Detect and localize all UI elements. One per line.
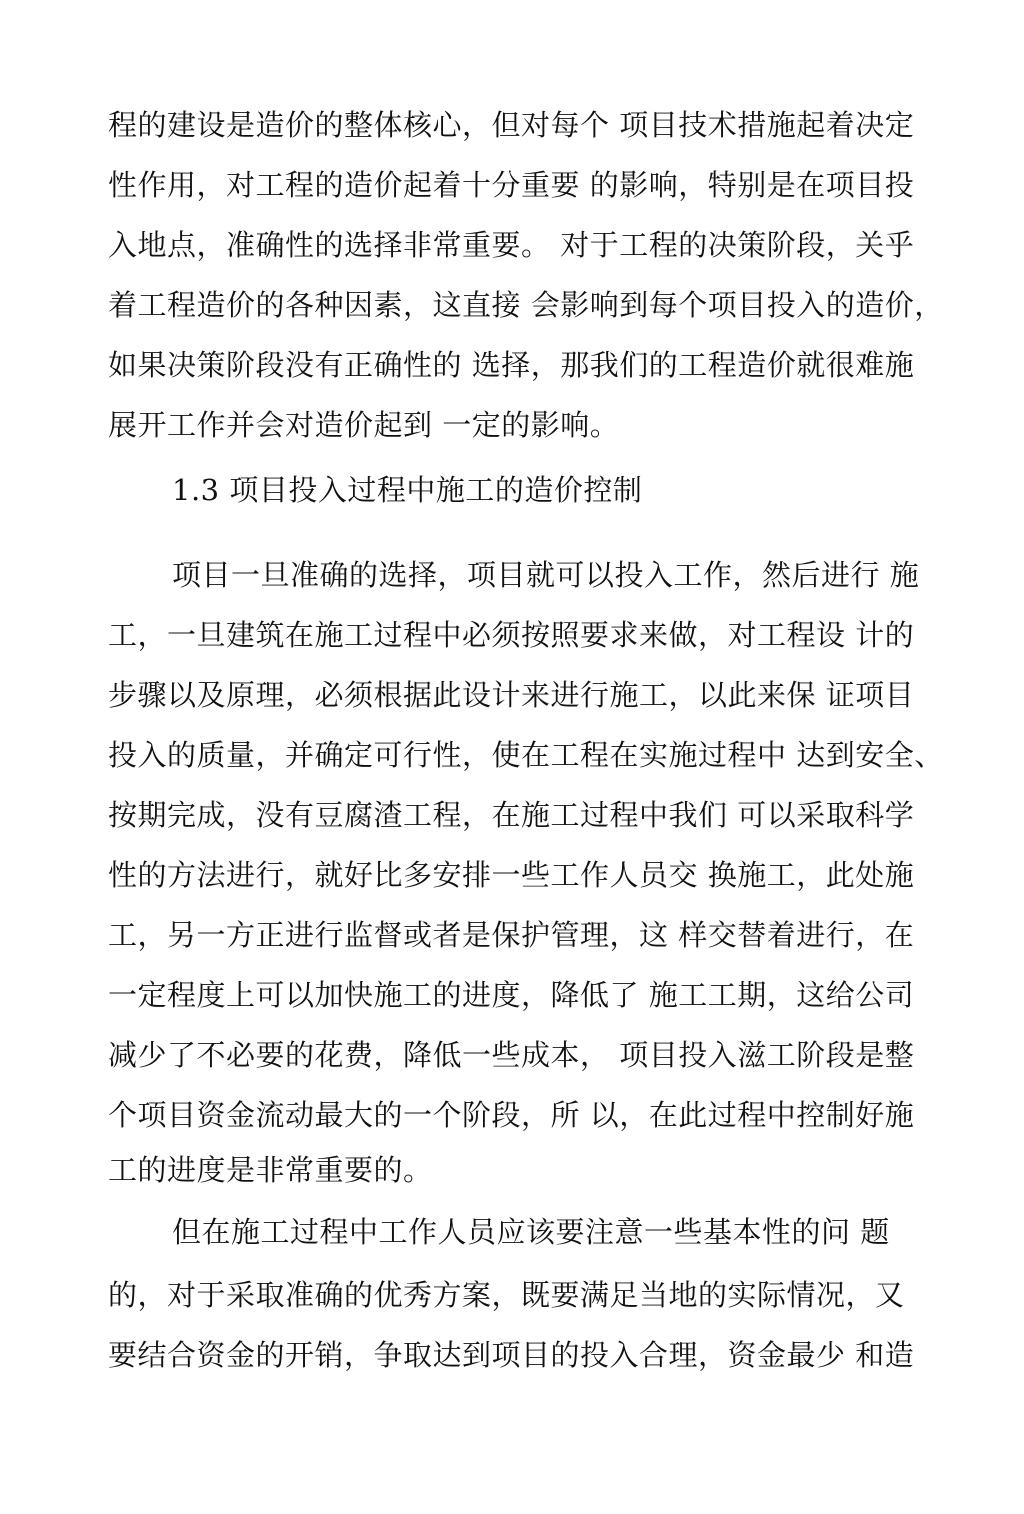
text-line: 着工程造价的各种因素，这直接 会影响到每个项目投入的造价， [108, 288, 944, 322]
text-line: 程的建设是造价的整体核心，但对每个 项目技术措施起着决定 [108, 108, 915, 142]
text-line: 工的进度是非常重要的。 [108, 1153, 433, 1187]
text-line: 减少了不必要的花费，降低一些成本， 项目投入滋工阶段是整 [108, 1038, 915, 1072]
text-line: 要结合资金的开销，争取达到项目的投入合理，资金最少 和造 [108, 1338, 915, 1372]
text-line: 性作用，对工程的造价起着十分重要 的影响，特别是在项目投 [108, 168, 915, 202]
text-line: 工，另一方正进行监督或者是保护管理，这 样交替着进行，在 [108, 918, 915, 952]
text-line: 按期完成，没有豆腐渣工程，在施工过程中我们 可以采取科学 [108, 798, 915, 832]
section-heading: 1.3 项目投入过程中施工的造价控制 [172, 473, 643, 507]
text-line: 如果决策阶段没有正确性的 选择，那我们的工程造价就很难施 [108, 348, 915, 382]
text-line: 项目一旦准确的选择，项目就可以投入工作，然后进行 施 [172, 558, 920, 592]
text-line: 步骤以及原理，必须根据此设计来进行施工，以此来保 证项目 [108, 678, 915, 712]
text-line: 投入的质量，并确定可行性，使在工程在实施过程中 达到安全、 [108, 738, 944, 772]
text-line: 一定程度上可以加快施工的进度，降低了 施工工期，这给公司 [108, 978, 915, 1012]
text-line: 工，一旦建筑在施工过程中必须按照要求来做，对工程设 计的 [108, 618, 915, 652]
text-line: 展开工作并会对造价起到 一定的影响。 [108, 408, 620, 442]
text-line: 性的方法进行，就好比多安排一些工作人员交 换施工，此处施 [108, 858, 915, 892]
text-line: 个项目资金流动最大的一个阶段，所 以，在此过程中控制好施 [108, 1098, 915, 1132]
text-line: 但在施工过程中工作人员应该要注意一些基本性的问 题 [172, 1215, 890, 1249]
text-line: 的，对于采取准确的优秀方案，既要满足当地的实际情况，又 [108, 1278, 905, 1312]
text-line: 入地点，准确性的选择非常重要。 对于工程的决策阶段，关乎 [108, 228, 915, 262]
